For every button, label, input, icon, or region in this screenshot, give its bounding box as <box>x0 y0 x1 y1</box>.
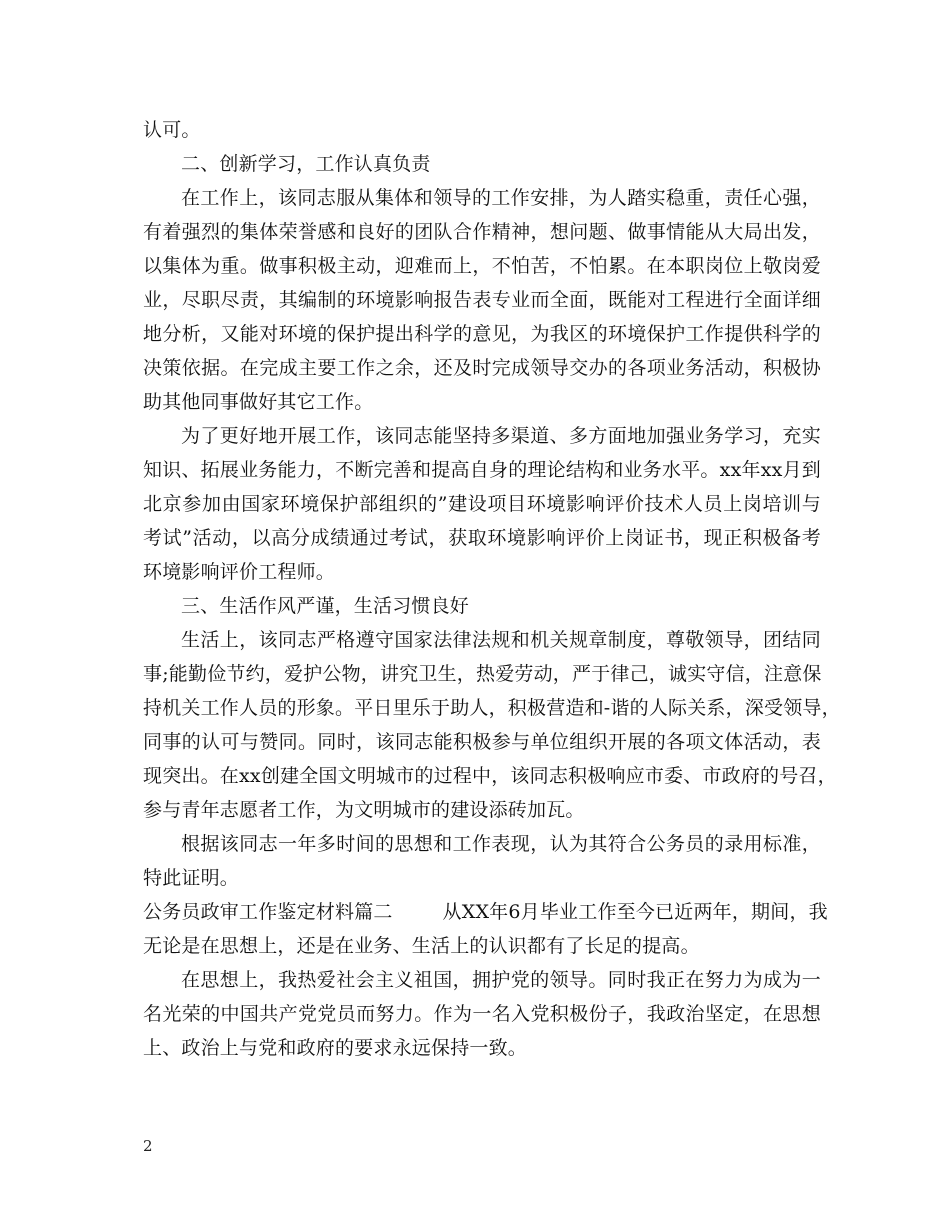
text-line: 同事的认可与赞同。同时，该同志能积极参与单位组织开展的各项文体活动，表 <box>143 731 821 753</box>
text-line: 助其他同事做好其它工作。 <box>143 391 374 413</box>
text-line: 考试”活动，以高分成绩通过考试，获取环境影响评价上岗证书，现正积极备考 <box>143 527 821 549</box>
text-line: 地分析，又能对环境的保护提出科学的意见，为我区的环境保护工作提供科学的 <box>143 323 821 345</box>
text-line: 名光荣的中国共产党党员而努力。作为一名入党积极份子，我政治坚定，在思想 <box>143 1003 821 1025</box>
text-line: 认可。 <box>143 119 201 141</box>
text-line: 二、创新学习，工作认真负责 <box>181 153 431 175</box>
text-line: 环境影响评价工程师。 <box>143 561 336 583</box>
text-line: 公务员政审工作鉴定材料篇二 从XX年6月毕业工作至今已近两年，期间，我 <box>143 901 828 923</box>
document-body <box>143 113 841 1065</box>
text-line: 三、生活作风严谨，生活习惯良好 <box>181 595 470 617</box>
text-line: 生活上，该同志严格遵守国家法律法规和机关规章制度，尊敬领导，团结同 <box>181 629 821 651</box>
text-line: 决策依据。在完成主要工作之余，还及时完成领导交办的各项业务活动，积极协 <box>143 357 821 379</box>
text-line: 在工作上，该同志服从集体和领导的工作安排，为人踏实稳重，责任心强， <box>181 187 821 209</box>
text-line: 根据该同志一年多时间的思想和工作表现，认为其符合公务员的录用标准， <box>181 833 821 855</box>
text-line: 上、政治上与党和政府的要求永远保持一致。 <box>143 1037 528 1059</box>
text-line: 事;能勤俭节约，爱护公物，讲究卫生，热爱劳动，严于律己，诚实守信，注意保 <box>143 663 822 685</box>
text-line: 以集体为重。做事积极主动，迎难而上，不怕苦，不怕累。在本职岗位上敬岗爱 <box>143 255 821 277</box>
text-line: 在思想上，我热爱社会主义祖国，拥护党的领导。同时我正在努力为成为一 <box>181 969 821 991</box>
text-line: 现突出。在xx创建全国文明城市的过程中，该同志积极响应市委、市政府的号召， <box>143 765 837 787</box>
text-line: 北京参加由国家环境保护部组织的”建设项目环境影响评价技术人员上岗培训与 <box>143 493 821 515</box>
text-line: 为了更好地开展工作，该同志能坚持多渠道、多方面地加强业务学习，充实 <box>181 425 821 447</box>
text-line: 无论是在思想上，还是在业务、生活上的认识都有了长足的提高。 <box>143 935 700 957</box>
text-line: 持机关工作人员的形象。平日里乐于助人，积极营造和-谐的人际关系，深受领导， <box>143 697 841 719</box>
text-line: 知识、拓展业务能力，不断完善和提高自身的理论结构和业务水平。xx年xx月到 <box>143 459 821 481</box>
text-line: 参与青年志愿者工作，为文明城市的建设添砖加瓦。 <box>143 799 585 821</box>
text-line: 特此证明。 <box>143 867 240 889</box>
text-line: 有着强烈的集体荣誉感和良好的团队合作精神，想问题、做事情能从大局出发， <box>143 221 821 243</box>
page-number: 2 <box>143 1137 153 1155</box>
text-line: 业，尽职尽责，其编制的环境影响报告表专业而全面，既能对工程进行全面详细 <box>143 289 821 311</box>
